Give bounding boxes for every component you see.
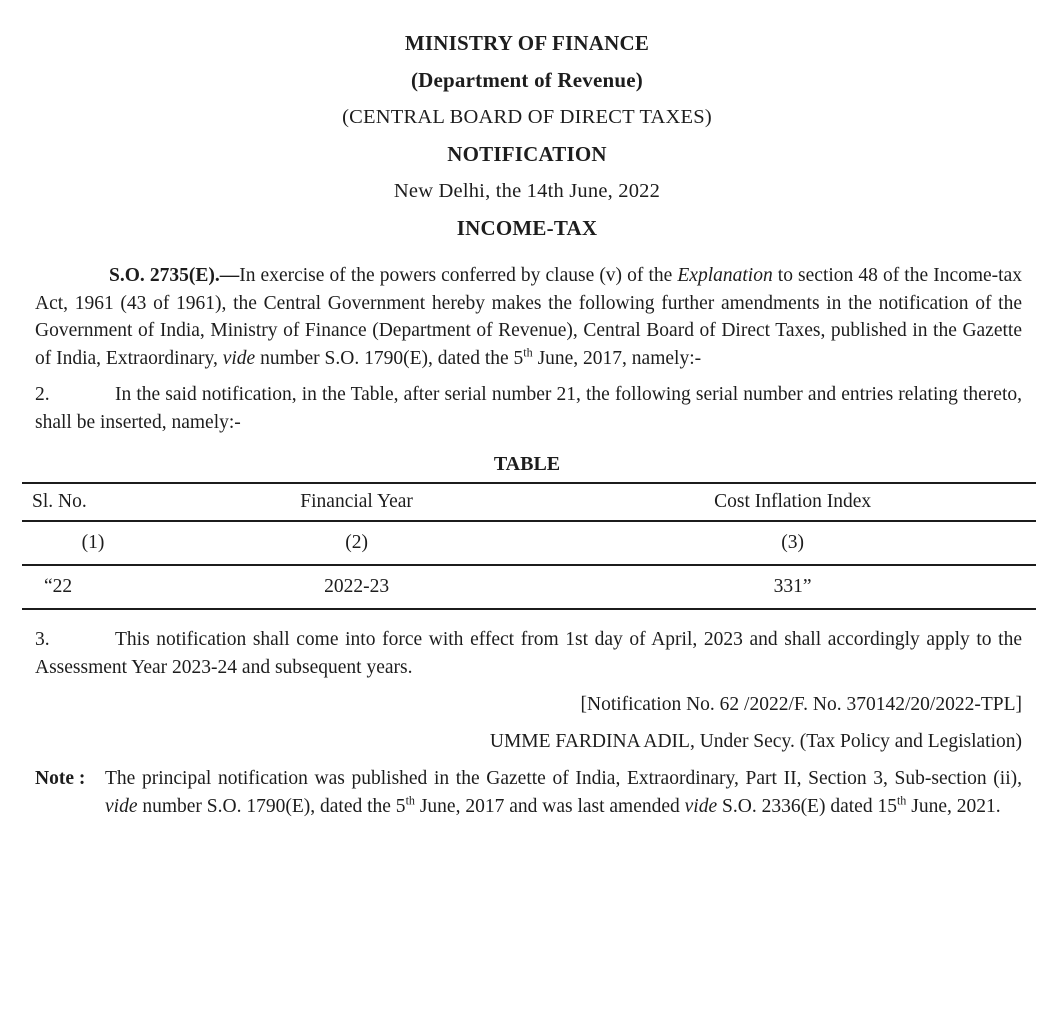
explanation-italic: Explanation	[677, 265, 773, 286]
col-header-cost-inflation-index: Cost Inflation Index	[549, 483, 1036, 521]
para1-text: In exercise of the powers conferred by clause (v) of the	[239, 265, 678, 286]
so-number: S.O. 2735(E).	[109, 265, 220, 286]
note-text: number S.O. 1790(E), dated the 5	[137, 795, 406, 817]
note-paragraph	[35, 765, 1022, 820]
paragraph-3-text: This notification shall come into force with effect from 1st day of April, 2023 and shall accordingly apply to the Assessment Year 2023-24 and subsequent years.	[35, 629, 1022, 678]
department-subtitle: (Department of Revenue)	[410, 68, 644, 92]
paragraph-3	[35, 626, 1022, 681]
para1-text: to section 48 of the Income-tax Act, 1961 (43 of 1961), the Central Government hereby makes the following further amendments in the notification of the Government of India, Ministry of Finance (Department of Revenue), Central Board of Direct Taxes, published in the Gazette of India, Extraordinary,	[35, 265, 1022, 369]
col-header-sl-no: Sl. No.	[22, 483, 164, 521]
paragraph-2-number: 2.	[35, 384, 50, 405]
para1-text: June, 2017, namely:-	[532, 347, 702, 369]
note-label: Note :	[35, 768, 86, 789]
cost-inflation-index-table	[22, 482, 1036, 610]
note-text: S.O. 2336(E) dated 15	[717, 795, 897, 817]
note-text: June, 2017 and was last amended	[414, 795, 685, 817]
subheader-1: (1)	[22, 521, 164, 565]
document-header	[0, 25, 1054, 247]
note-text: June, 2021.	[906, 795, 1001, 817]
superscript-th: th	[896, 793, 907, 807]
subheader-2: (2)	[164, 521, 549, 565]
col-header-financial-year: Financial Year	[164, 483, 549, 521]
superscript-th: th	[405, 793, 415, 807]
notification-number-line: [Notification No. 62 /2022/F. No. 370142/20/2022-TPL]	[580, 694, 1022, 715]
cell-financial-year: 2022-23	[164, 565, 549, 609]
vide-italic: vide	[222, 347, 256, 369]
income-tax-heading: INCOME-TAX	[456, 216, 598, 240]
superscript-th: th	[523, 345, 533, 359]
para1-text: number S.O. 1790(E), dated the 5	[255, 347, 524, 369]
notification-heading: NOTIFICATION	[447, 142, 607, 166]
vide-italic: vide	[105, 795, 138, 817]
table-row	[22, 565, 1036, 609]
board-subtitle: (CENTRAL BOARD OF DIRECT TAXES)	[342, 106, 712, 128]
note-text: The principal notification was published in the Gazette of India, Extraordinary, Part II, Section 3, Sub-section (ii),	[105, 768, 1022, 789]
cell-cost-inflation-index: 331”	[549, 565, 1036, 609]
dateline: New Delhi, the 14th June, 2022	[393, 180, 661, 202]
table-title: TABLE	[493, 453, 561, 475]
paragraph-so-2735	[35, 262, 1022, 372]
table-header-row	[22, 483, 1036, 521]
ministry-title: MINISTRY OF FINANCE	[404, 31, 650, 55]
signature-line: UMME FARDINA ADIL, Under Secy. (Tax Policy and Legislation)	[489, 731, 1022, 752]
paragraph-2-text: In the said notification, in the Table, after serial number 21, the following serial number and entries relating thereto, shall be inserted, namely:-	[35, 384, 1022, 433]
table-subheader-row	[22, 521, 1036, 565]
vide-italic: vide	[684, 795, 718, 817]
paragraph-3-number: 3.	[35, 629, 50, 650]
paragraph-2	[35, 381, 1022, 436]
cell-sl-no: “22	[22, 565, 164, 609]
em-dash: —	[219, 265, 240, 286]
subheader-3: (3)	[549, 521, 1036, 565]
